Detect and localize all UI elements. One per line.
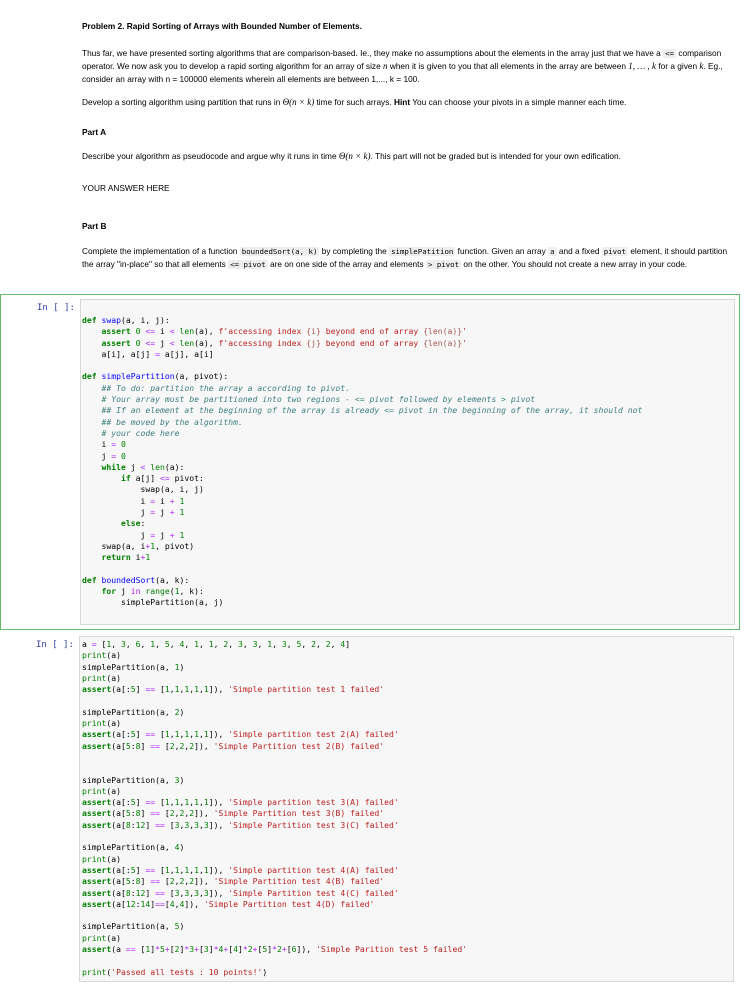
cell-prompt: In [ ]: — [37, 303, 75, 313]
develop-paragraph: Develop a sorting algorithm using partition that runs in Θ(n × k) time for such arrays. Hint You can choose your pivots in a simple manner each time. — [82, 97, 627, 107]
part-b-description: Complete the implementation of a function boundedSort(a, k) by completing the simplePatition function. Given an array a and a fixed pivot element, it should partition the array "in-place" so that all elements <= pivot are on one side of the array and elements > pivot on the other. You should not create a new array in your code. — [82, 246, 728, 269]
hint-label: Hint — [393, 97, 411, 107]
part-a-description: Describe your algorithm as pseudocode and argue why it runs in time Θ(n × k). This part will not be graded but is intended for your own edification. — [82, 151, 621, 161]
code-cell-2-source[interactable]: a = [1, 3, 6, 1, 5, 4, 1, 1, 2, 3, 3, 1, 3, 5, 2, 2, 4] print(a) simplePartition(a, 1) print(a) assert(a[:5] == [1,1,1,1,1]), 'Simple partition test 1 failed' simplePartition(a, 2) print(a) assert(a[:5] == [1,1,1,1,1]), 'Simple partition test 2(A) failed' assert(a[5:8] == [2,2,2]), 'Simple Partition test 2(B) failed' simplePartition(a, 3) print(a) assert(a[:5] == [1,1,1,1,1]), 'Simple partition test 3(A) failed' assert(a[5:8] == [2,2,2]), 'Simple Partition test 3(B) failed' assert(a[8:12] == [3,3,3,3]), 'Simple Partition test 3(C) failed' simplePartition(a, 4) print(a) assert(a[:5] == [1,1,1,1,1]), 'Simple partition test 4(A) failed' assert(a[5:8] == [2,2,2]), 'Simple Partition test 4(B) failed' assert(a[8:12] == [3,3,3,3]), 'Simple Partition test 4(C) failed' assert(a[12:14]==[4,4]), 'Simple Partition test 4(D) failed' simplePartition(a, 5) print(a) assert(a == [1]*5+[2]*3+[3]*4+[4]*2+[5]*2+[6]), 'Simple Parition test 5 failed' print('Passed all tests : 10 points!') — [82, 639, 468, 977]
part-b-heading-block — [82, 220, 728, 233]
inline-code-operator: <= — [665, 49, 675, 58]
part-a-answer: YOUR ANSWER HERE — [82, 183, 170, 193]
problem-title: Problem 2. Rapid Sorting of Arrays with Bounded Number of Elements. — [82, 21, 362, 31]
part-a-heading-block — [82, 126, 728, 139]
cell-prompt: In [ ]: — [36, 640, 74, 650]
problem-title-block — [82, 20, 728, 33]
intro-paragraph: Thus far, we have presented sorting algorithms that are comparison-based. Ie., they make no assumptions about the elements in the array just that we have a <= comparison operator. We now ask you to develop a rapid sorting algorithm for an array of size n when it is given to you that all elements in the array are between 1, … , k for a given k. Eg., consider an array with n = 100000 elements wherein all elements are between 1,..., k = 100. — [82, 48, 723, 84]
problem-intro — [82, 47, 728, 86]
part-a-title: Part A — [82, 127, 107, 137]
code-cell-1-source[interactable]: def swap(a, i, j): assert 0 <= i < len(a), f'accessing index {i} beyond end of array {len(a)}' assert 0 <= j < len(a), f'accessing index {j} beyond end of array {len(a)}' a[i], a[j] = a[j], a[i] def simplePartition(a, pivot): ## To do: partition the array a according to pivot. # Your array must be partitioned into two regions - <= pivot followed by elements > pivot ## If an element at the beginning of the array is already <= pivot in the beginning of the array, it should not ## be moved by the algorithm. # your code here i = 0 j = 0 while j < len(a): if a[j] <= pivot: swap(a, i, j) i = i + 1 j = j + 1 else: j = j + 1 swap(a, i+1, pivot) return i+1 def boundedSort(a, k): for j in range(1, k): simplePartition(a, j) — [82, 315, 643, 608]
part-b-title: Part B — [82, 221, 107, 231]
